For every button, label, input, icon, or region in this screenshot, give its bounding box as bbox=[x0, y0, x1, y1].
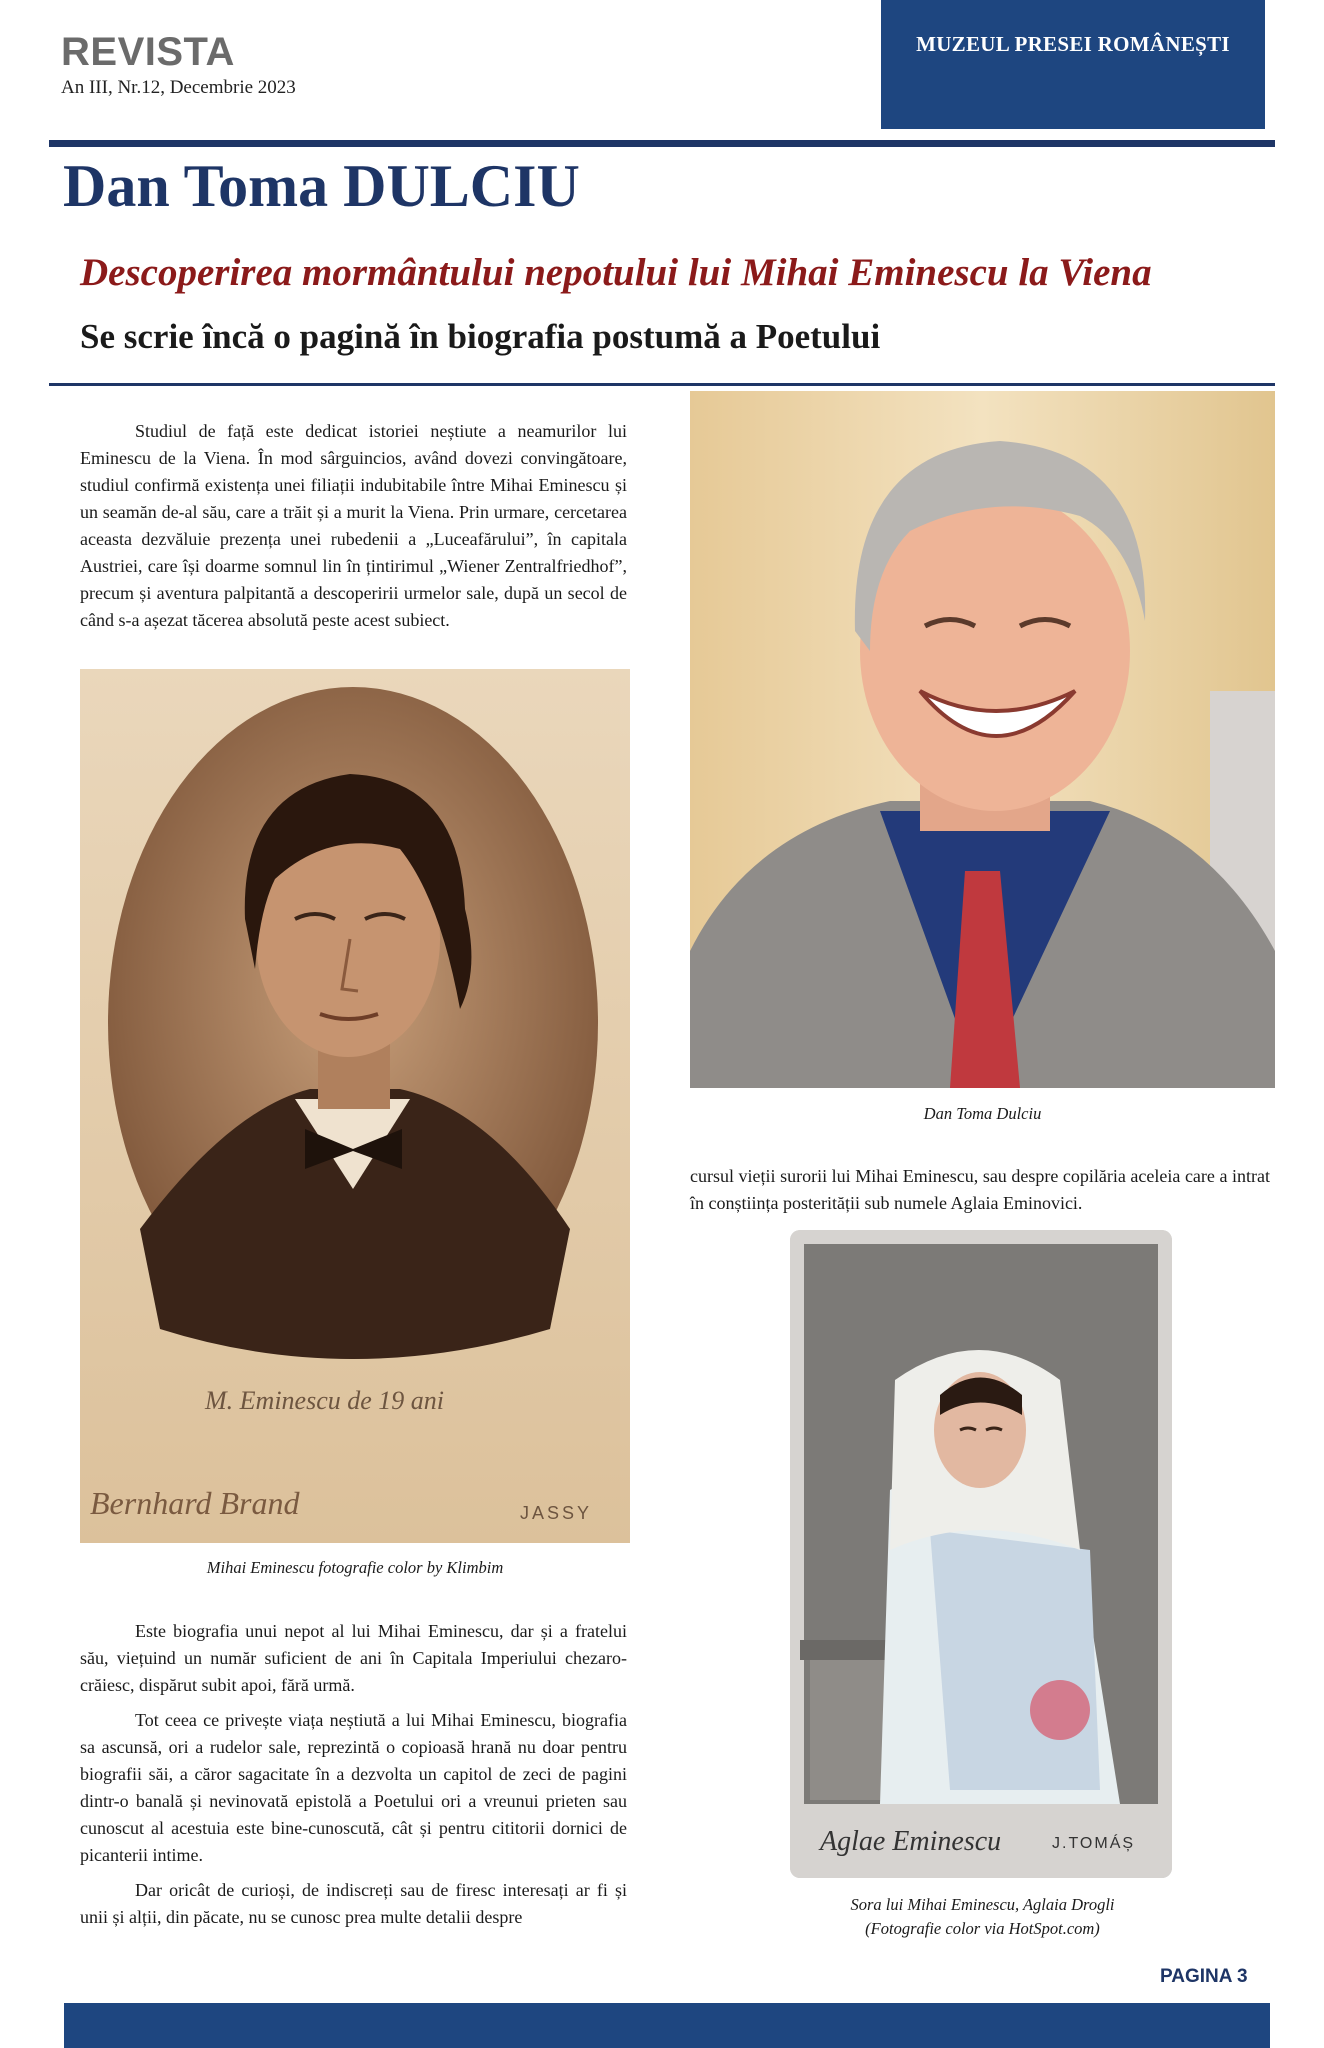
aglaia-signature: Aglae Eminescu bbox=[820, 1826, 1002, 1857]
article-subtitle: Se scrie încă o pagină în biografia postumă a Poetului bbox=[80, 317, 881, 356]
paragraph-2: Este biografia unui nepot al lui Mihai Eminescu, dar și a fratelui său, viețuind un număr suficient de ani în Capitala Imperiului chezaro-crăiesc, dispărut subit apoi, fără urmă. bbox=[80, 1621, 627, 1695]
body-left bbox=[80, 1618, 627, 1931]
page-number: PAGINA 3 bbox=[1160, 1966, 1248, 1987]
title-rule bbox=[49, 383, 1275, 386]
intro-paragraph: Studiul de față este dedicat istoriei neștiute a neamurilor lui Eminescu de la Viena. În mod sârguincios, având dovezi convingătoare, studiul confirmă existența unei filiații indubitabile între Mihai Eminescu și un seamăn de-al său, care a trăit și a murit la Viena. Prin urmare, cercetarea aceasta dezvăluie prezența unei rubedenii a „Luceafărului”, în capitala Austriei, care își doarme somnul lin în țintirimul „Wiener Zentralfriedhof”, precum și aventura palpitantă a descoperirii urmelor sale, după un secol de când s-a așezat tăcerea absolută peste acest subiect. bbox=[80, 421, 627, 630]
paragraph-right: cursul vieții surorii lui Mihai Eminescu, sau despre copilăria aceleia care a intrat în conștiința posterității sub numele Aglaia Eminovici. bbox=[690, 1166, 1270, 1213]
eminescu-signature: M. Eminescu de 19 ani bbox=[205, 1386, 445, 1415]
museum-name: MUZEUL PRESEI ROMÂNEȘTI bbox=[916, 32, 1230, 56]
museum-banner bbox=[881, 0, 1265, 129]
aglaia-caption-line1: Sora lui Mihai Eminescu, Aglaia Drogli bbox=[850, 1895, 1115, 1914]
author-photo bbox=[690, 391, 1275, 1088]
author-caption: Dan Toma Dulciu bbox=[923, 1104, 1042, 1123]
paragraph-3: Tot ceea ce privește viața neștiută a lui Mihai Eminescu, biografia sa ascunsă, ori a rudelor sale, reprezintă o copioasă hrană nu doar pentru biografii săi, a căror sagacitate în a dezvolta un capitol de zeci de pagini dintr-o banală și nevinovată epistolă a Poetului ori a vreunui prieten sau cunoscut al acestuia este bine-cunoscută, cât și pentru cititorii dornici de picanterii intime. bbox=[80, 1710, 627, 1865]
eminescu-city: JASSY bbox=[520, 1503, 593, 1523]
eminescu-photo bbox=[80, 669, 630, 1543]
header-rule bbox=[49, 140, 1275, 147]
magazine-name: REVISTA bbox=[61, 30, 235, 74]
body-right bbox=[690, 1163, 1270, 1217]
aglaia-photo bbox=[790, 1230, 1172, 1878]
intro-block bbox=[80, 418, 627, 634]
eminescu-caption: Mihai Eminescu fotografie color by Klimbim bbox=[206, 1558, 504, 1577]
eminescu-portrait-image bbox=[80, 669, 630, 1543]
issue-info: An III, Nr.12, Decembrie 2023 bbox=[61, 77, 296, 98]
footer-bar bbox=[64, 2003, 1270, 2048]
eminescu-studio: Bernhard Brand bbox=[90, 1485, 300, 1521]
author-portrait-image bbox=[690, 391, 1275, 1088]
aglaia-studio: J.TOMÁȘ bbox=[1052, 1835, 1136, 1852]
paragraph-4: Dar oricât de curioși, de indiscreți sau de firesc interesați ar fi și unii și alții, din păcate, nu se cunosc prea multe detalii despre bbox=[80, 1880, 627, 1927]
aglaia-portrait-image bbox=[790, 1230, 1172, 1878]
author-name: Dan Toma DULCIU bbox=[63, 153, 580, 219]
aglaia-caption-line2: (Fotografie color via HotSpot.com) bbox=[865, 1919, 1100, 1938]
aglaia-caption bbox=[690, 1893, 1275, 1941]
article-title: Descoperirea mormântului nepotului lui Mihai Eminescu la Viena bbox=[80, 251, 1152, 294]
